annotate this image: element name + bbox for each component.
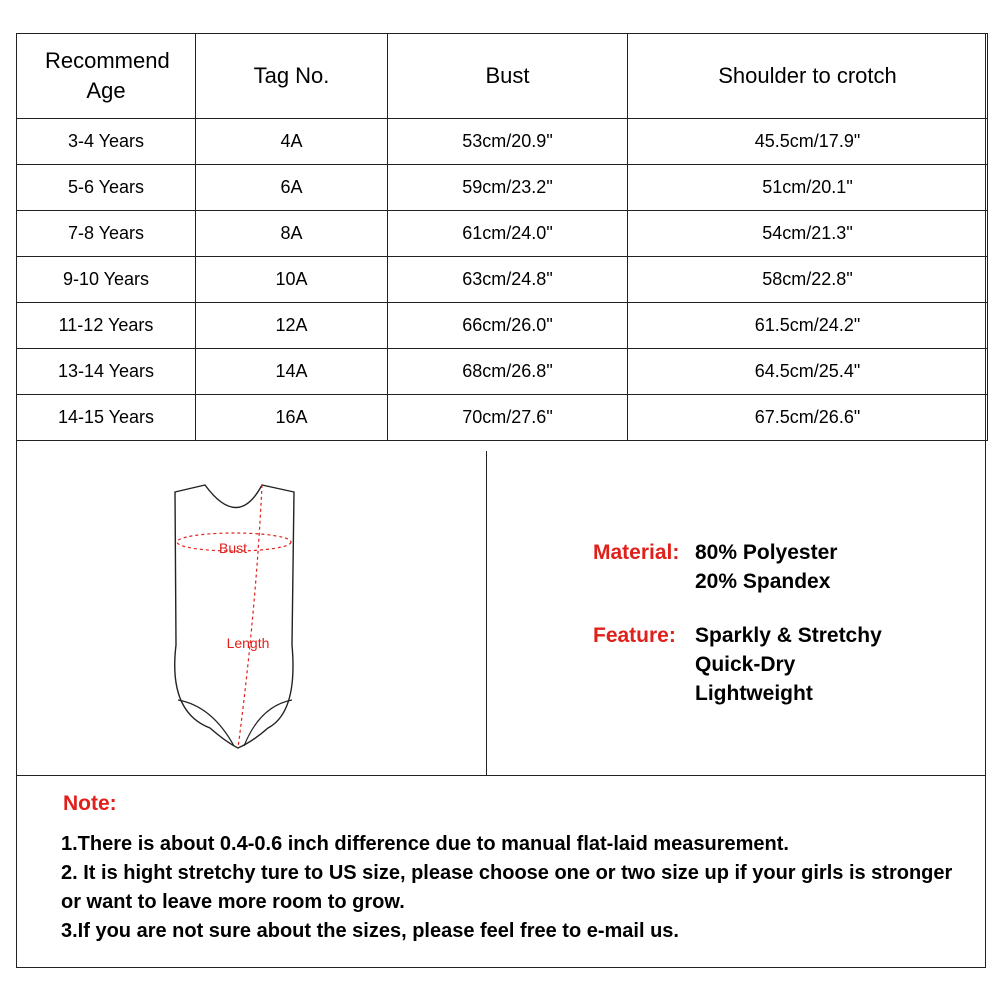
note-line: 3.If you are not sure about the sizes, please feel free to e-mail us. [61, 920, 679, 942]
bust-cell: 61cm/24.0" [388, 211, 628, 257]
leotard-diagram [160, 480, 320, 755]
feature-values [695, 621, 882, 708]
material-value: 20% Spandex [695, 570, 831, 593]
age-cell: 7-8 Years [17, 211, 196, 257]
header-shoulder-to-crotch: Shoulder to crotch [628, 34, 988, 119]
length-cell: 64.5cm/25.4" [628, 349, 988, 395]
feature-label: Feature: [593, 624, 676, 647]
feature-value: Quick-Dry [695, 653, 796, 676]
size-table [16, 33, 988, 441]
table-row [17, 395, 988, 441]
age-cell: 3-4 Years [17, 119, 196, 165]
section-divider-vertical [486, 451, 487, 775]
material-value: 80% Polyester [695, 541, 838, 564]
header-tag-no: Tag No. [196, 34, 388, 119]
header-bust: Bust [388, 34, 628, 119]
note-line: 1.There is about 0.4-0.6 inch difference due to manual flat-laid measurement. [61, 833, 789, 855]
feature-value: Lightweight [695, 682, 813, 705]
bust-cell: 70cm/27.6" [388, 395, 628, 441]
table-header-row [17, 34, 988, 119]
length-label: Length [226, 635, 270, 651]
section-divider-horizontal [16, 775, 986, 776]
bust-cell: 63cm/24.8" [388, 257, 628, 303]
table-row [17, 211, 988, 257]
material-label: Material: [593, 541, 680, 564]
bust-cell: 53cm/20.9" [388, 119, 628, 165]
feature-value: Sparkly & Stretchy [695, 624, 882, 647]
note-title: Note: [63, 792, 117, 815]
length-cell: 45.5cm/17.9" [628, 119, 988, 165]
note-line: 2. It is hight stretchy ture to US size, please choose one or two size up if your girls is stronger or want to leave more room to grow. [61, 862, 953, 913]
age-cell: 9-10 Years [17, 257, 196, 303]
table-row [17, 119, 988, 165]
age-cell: 11-12 Years [17, 303, 196, 349]
age-cell: 5-6 Years [17, 165, 196, 211]
table-row [17, 257, 988, 303]
tag-cell: 10A [196, 257, 388, 303]
length-cell: 51cm/20.1" [628, 165, 988, 211]
bust-label: Bust [218, 540, 248, 556]
bust-cell: 68cm/26.8" [388, 349, 628, 395]
length-cell: 58cm/22.8" [628, 257, 988, 303]
leotard-outline-icon [160, 480, 320, 755]
tag-cell: 14A [196, 349, 388, 395]
table-row [17, 303, 988, 349]
length-cell: 61.5cm/24.2" [628, 303, 988, 349]
table-row [17, 349, 988, 395]
material-values [695, 538, 837, 596]
tag-cell: 4A [196, 119, 388, 165]
length-cell: 54cm/21.3" [628, 211, 988, 257]
note-list [61, 830, 966, 946]
length-cell: 67.5cm/26.6" [628, 395, 988, 441]
tag-cell: 8A [196, 211, 388, 257]
tag-cell: 6A [196, 165, 388, 211]
table-row [17, 165, 988, 211]
age-cell: 13-14 Years [17, 349, 196, 395]
bust-cell: 59cm/23.2" [388, 165, 628, 211]
header-recommend-age: Recommend Age [17, 34, 196, 119]
tag-cell: 12A [196, 303, 388, 349]
bust-cell: 66cm/26.0" [388, 303, 628, 349]
tag-cell: 16A [196, 395, 388, 441]
age-cell: 14-15 Years [17, 395, 196, 441]
